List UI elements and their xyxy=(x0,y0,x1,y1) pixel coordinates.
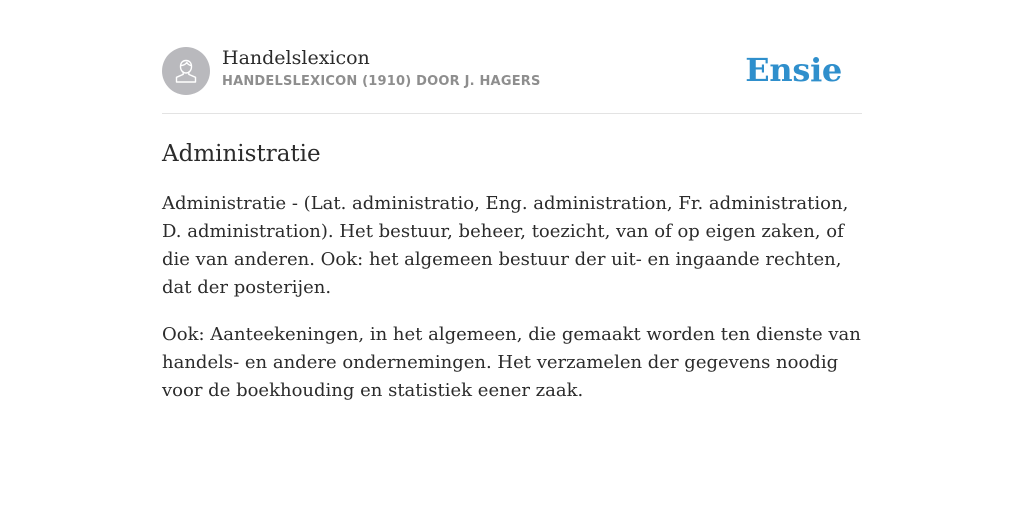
article-container xyxy=(162,0,862,424)
article-title: Administratie xyxy=(162,141,321,167)
source-header xyxy=(162,0,862,114)
brand-logo[interactable]: Ensie xyxy=(745,51,842,89)
article-paragraph: Administratie - (Lat. administratio, Eng. administration, Fr. administration, D. administration). Het bestuur, beheer, toezicht, van of op eigen zaken, of die van anderen. Ook: het algemeen bestuur der uit- en ingaande rechten, dat der posterijen. xyxy=(162,193,849,298)
source-name[interactable]: Handelslexicon xyxy=(222,47,370,69)
source-info xyxy=(222,46,541,91)
avatar[interactable] xyxy=(162,47,210,95)
source-subtitle[interactable]: HANDELSLEXICON (1910) DOOR J. HAGERS xyxy=(222,74,541,89)
user-icon xyxy=(171,56,201,86)
article-body xyxy=(162,190,862,405)
article-paragraph: Ook: Aanteekeningen, in het algemeen, die gemaakt worden ten dienste van handels- en andere ondernemingen. Het verzamelen der gegevens noodig voor de boekhouding en statistiek eener zaak. xyxy=(162,324,861,401)
